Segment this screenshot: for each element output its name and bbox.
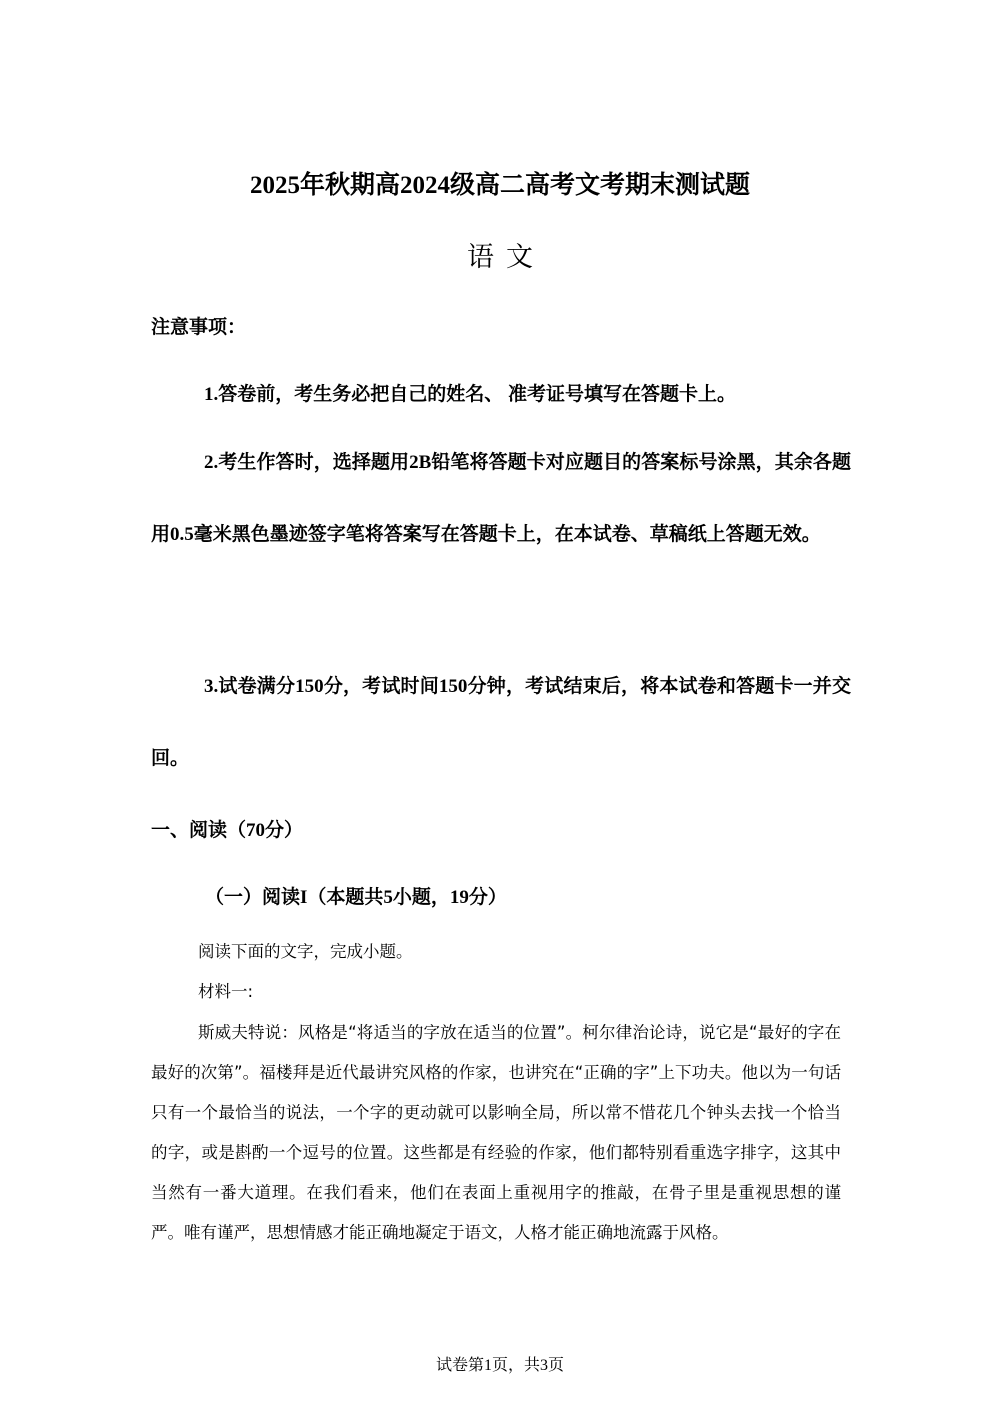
material-label: 材料一:: [198, 982, 254, 1001]
notice-item-1: 1.答卷前，考生务必把自己的姓名、 准考证号填写在答题卡上。: [204, 384, 737, 405]
reading-passage: 斯威夫特说：风格是“将适当的字放在适当的位置”。柯尔律治论诗，说它是“最好的字在最好的次第”。福楼拜是近代最讲究风格的作家，也讲究在“正确的字”上下功夫。他以为一句话只有一个最恰当的说法，一个字的更动就可以影响全局，所以常不惜花几个钟头去找一个恰当的字，或是斟酌一个逗号的位置。这些都是有经验的作家，他们都特别看重选字排字，这其中当然有一番大道理。在我们看来，他们在表面上重视用字的推敲，在骨子里是重视思想的谨严。唯有谨严，思想情感才能正确地凝定于语文，人格才能正确地流露于风格。: [151, 1023, 841, 1242]
page-footer: 试卷第1页，共3页: [435, 1357, 564, 1374]
subject-title: 语文: [467, 242, 545, 273]
notice-heading: 注意事项：: [151, 317, 247, 338]
exam-title: 2025年秋期高2024级高二高考文考期末测试题: [249, 172, 750, 199]
notice-item-3: 3.试卷满分150分，考试时间150分钟，考试结束后，将本试卷和答题卡一并交回。: [151, 676, 851, 769]
section-heading: 一、阅读（70分）: [151, 820, 304, 841]
subsection-heading: （一）阅读I（本题共5小题，19分）: [205, 887, 507, 908]
notice-item-2: 2.考生作答时，选择题用2B铅笔将答题卡对应题目的答案标号涂黑，其余各题用0.5毫米黑色墨迹签字笔将答案写在答题卡上，在本试卷、草稿纸上答题无效。: [151, 452, 851, 545]
reading-instruction: 阅读下面的文字，完成小题。: [198, 942, 413, 961]
